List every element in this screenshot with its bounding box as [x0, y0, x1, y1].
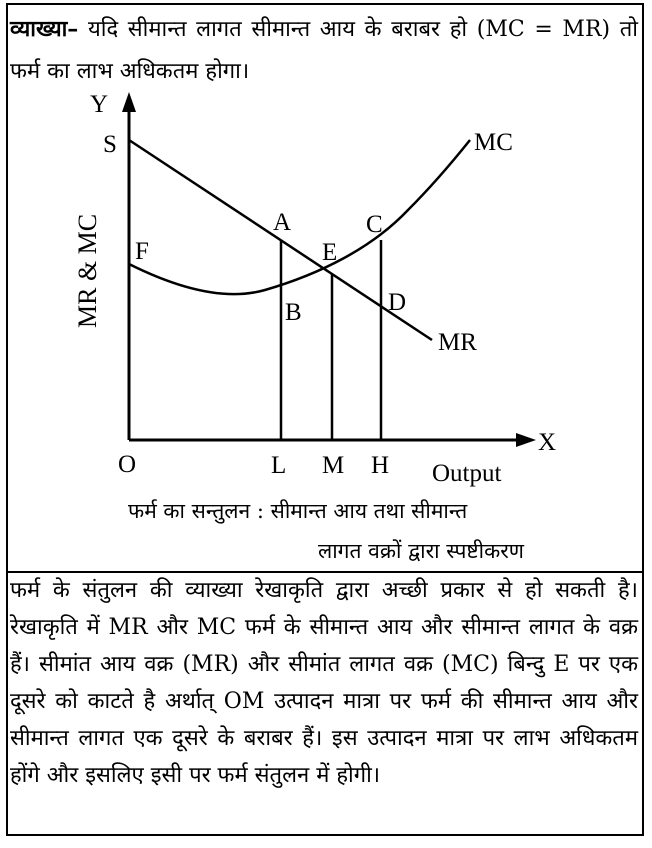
y-axis-title: MR & MC: [73, 213, 102, 328]
point-label-c: C: [366, 211, 383, 238]
curve-label-mr: MR: [438, 329, 477, 356]
tick-label-l: L: [271, 452, 287, 479]
point-label-a: A: [273, 209, 292, 236]
y-axis-letter: Y: [90, 91, 109, 118]
curve-label-mc: MC: [474, 129, 513, 156]
x-axis-title: Output: [432, 460, 502, 487]
intro-lead: व्याख्या–: [10, 16, 79, 42]
point-label-b: B: [285, 299, 302, 326]
point-label-s: S: [103, 131, 117, 158]
point-label-d: D: [388, 289, 407, 316]
x-axis-arrow: [516, 433, 536, 447]
tick-label-h: H: [371, 452, 390, 479]
explanation-paragraph: फर्म के संतुलन की व्याख्या रेखाकृति द्वारा अच्छी प्रकार से हो सकती है। रेखाकृति में MR और MC फर्म के सीमान्त आय और सीमान्त लागत के वक्र हैं। सीमांत आय वक्र (MR) और सीमांत लागत वक्र (MC) बिन्दु E पर एक दूसरे को काटते है अर्थात् OM उत्पादन मात्रा पर फर्म की सीमान्त आय और सीमान्त लागत एक दूसरे के बराबर हैं। इस उत्पादन मात्रा पर लाभ अधिकतम होंगे और इसलिए इसी पर फर्म संतुलन में होगी।: [10, 578, 638, 788]
y-axis-arrow: [122, 92, 136, 112]
x-axis-letter: X: [538, 429, 557, 456]
point-label-e: E: [322, 239, 338, 266]
figure-caption-line2: लागत वक्रों द्वारा स्पष्टीकरण: [318, 539, 524, 563]
intro-text: यदि सीमान्त लागत सीमान्त आय के बराबर हो (MC = MR) तो फर्म का लाभ अधिकतम होगा।: [10, 17, 639, 84]
tick-label-m: M: [322, 452, 345, 479]
mc-curve: [129, 140, 470, 294]
figure-caption-line1: फर्म का सन्तुलन : सीमान्त आय तथा सीमान्त: [128, 499, 468, 523]
point-label-f: F: [135, 238, 149, 265]
origin-label: O: [118, 451, 137, 478]
